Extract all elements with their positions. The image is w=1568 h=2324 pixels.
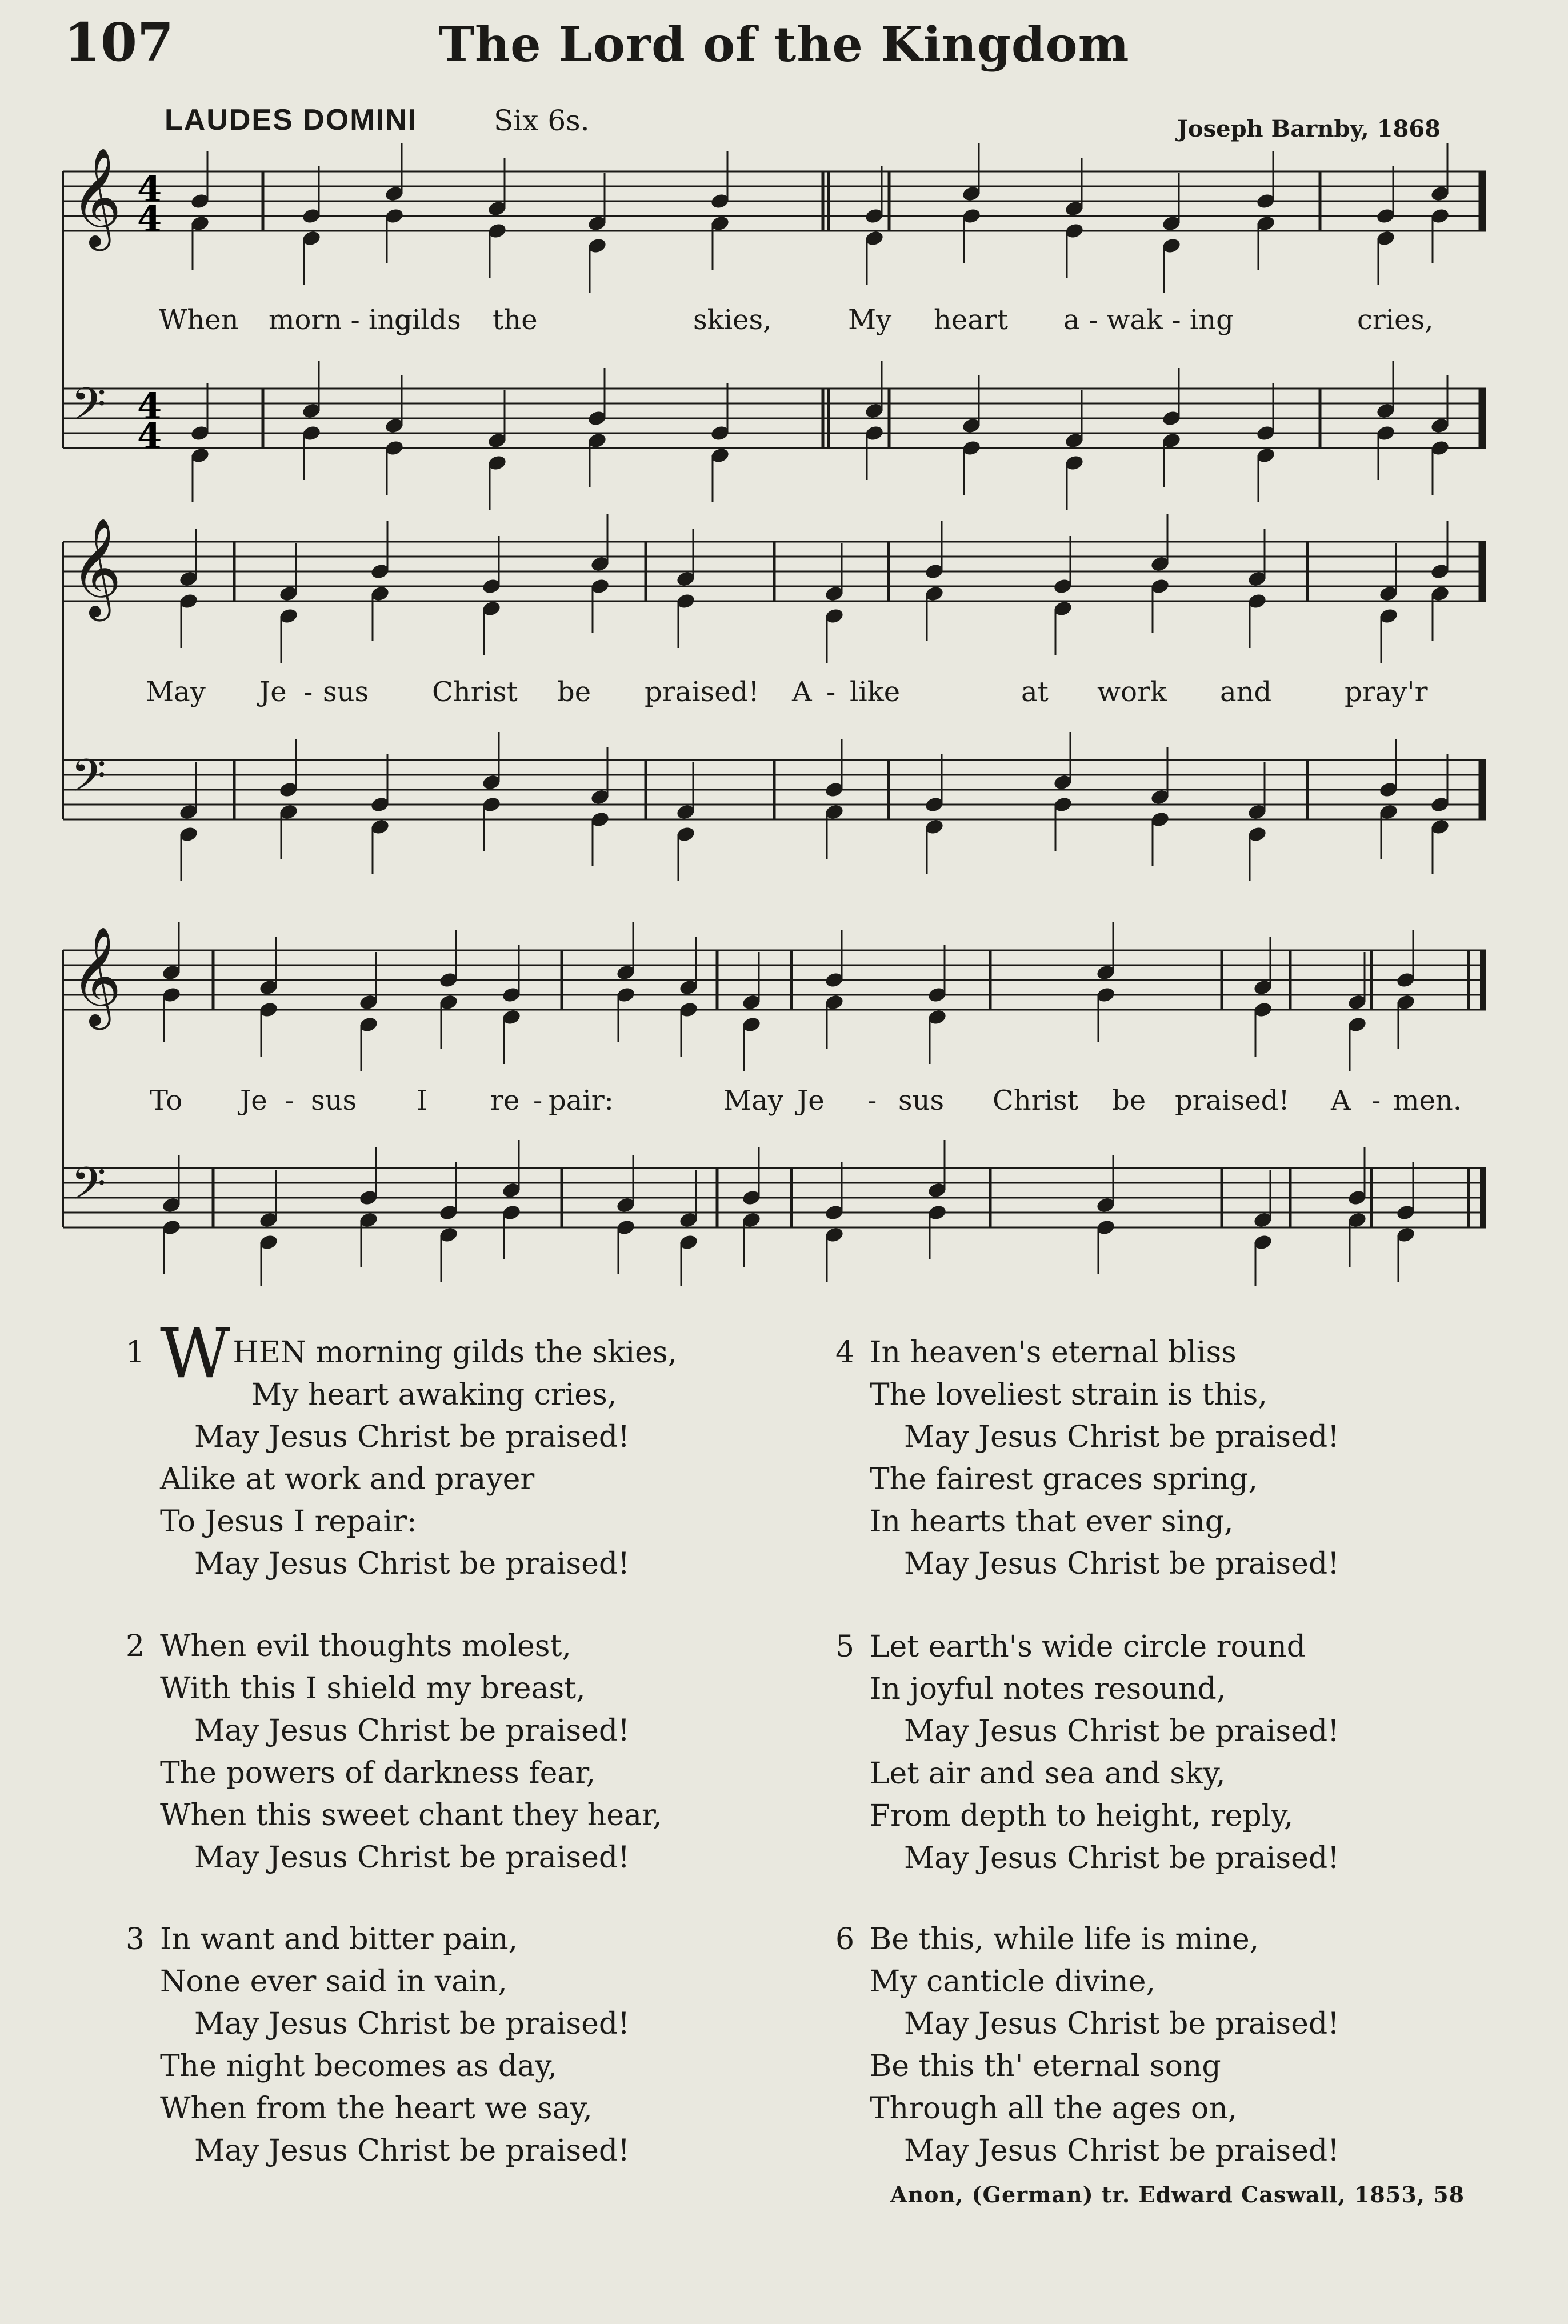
lyric-syllable: pray'r [1345,676,1428,708]
hymn-number: 107 [64,11,174,73]
lyric-syllable: men. [1393,1085,1462,1117]
treble-clef: 𝄞 [71,926,122,1026]
verse-line: May Jesus Christ be praised! [904,2007,1340,2041]
verse-line: Be this, while life is mine, [870,1922,1259,1957]
tune-name: LAUDES DOMINI [165,103,417,137]
verse-6 [835,1918,1340,2172]
verse-line: May Jesus Christ be praised! [194,2134,630,2168]
verse-line: With this I shield my breast, [160,1671,586,1706]
bass-clef: 𝄢 [71,1157,106,1221]
bass-clef: 𝄢 [71,378,106,442]
final-bar [1480,950,1486,1010]
verse-line: My canticle divine, [870,1965,1156,1999]
verse-line: May Jesus Christ be praised! [194,1420,630,1454]
lyric-syllable: - [303,676,313,708]
treble-clef: 𝄞 [71,147,122,247]
lyric-syllable: Je [259,676,287,708]
verse-3 [126,1918,630,2172]
lyric-syllable: Christ [432,676,518,708]
verse-line: May Jesus Christ be praised! [904,2134,1340,2168]
verse-line: May Jesus Christ be praised! [194,1841,630,1875]
lyric-syllable: sus [323,676,369,708]
lyric-syllable: morn - ing [269,304,413,336]
verse-line: My heart awaking cries, [251,1378,617,1412]
lyrics-system-3 [0,1085,1568,1119]
verse-line: Through all the ages on, [870,2091,1238,2126]
verse-number: 3 [126,1922,145,1957]
verse-line: Be this th' eternal song [870,2049,1221,2083]
verse-line: In hearts that ever sing, [870,1505,1234,1539]
verse-number: 2 [126,1629,145,1663]
lyric-syllable: sus [311,1085,357,1117]
verse-number: 6 [835,1922,855,1957]
lyric-syllable: I [417,1085,427,1117]
lyric-syllable: A [792,676,812,708]
final-bar [1480,171,1486,231]
meter: Six 6s. [494,104,590,137]
verse-line: In want and bitter pain, [160,1922,518,1957]
verse-line: None ever said in vain, [160,1965,507,1999]
lyric-syllable: Christ [993,1085,1078,1117]
lyric-syllable: - [826,676,836,708]
verse-line: May Jesus Christ be praised! [904,1547,1340,1581]
lyrics-system-1 [0,304,1568,338]
lyric-syllable: heart [934,304,1009,336]
lyric-syllable: Je [240,1085,267,1117]
lyric-syllable: A [1331,1085,1351,1117]
hymn-title: The Lord of the Kingdom [438,16,1130,73]
time-signature-bottom: 4 [137,198,162,239]
time-signature-top: 4 [137,385,162,427]
lyric-syllable: My [848,304,892,336]
lyric-syllable: - [1371,1085,1381,1117]
attribution: Anon, (German) tr. Edward Caswall, 1853, 58 [890,2182,1465,2207]
composer: Joseph Barnby, 1868 [1177,115,1441,142]
final-bar [1480,760,1486,819]
time-signature-bottom: 4 [137,415,162,457]
lyrics-system-2 [0,676,1568,710]
verse-number: 5 [835,1630,855,1664]
verse-line: When evil thoughts molest, [160,1629,571,1663]
lyric-syllable: May [723,1085,783,1117]
time-signature-top: 4 [137,168,162,210]
verse-line: HEN morning gilds the skies, [233,1335,678,1370]
verse-number: 1 [126,1335,145,1370]
final-bar [1480,542,1486,601]
treble-clef: 𝄞 [71,518,122,617]
lyric-syllable: When [159,304,239,336]
lyric-syllable: be [1112,1085,1146,1117]
lyric-syllable: gilds [394,304,461,336]
lyric-syllable: - [285,1085,294,1117]
verse-line: When this sweet chant they hear, [160,1798,662,1833]
drop-cap: W [160,1314,231,1394]
lyric-syllable: sus [898,1085,945,1117]
lyric-syllable: the [493,304,538,336]
lyric-syllable: praised! [645,676,759,708]
verse-number: 4 [835,1335,855,1370]
verse-line: May Jesus Christ be praised! [194,1547,630,1581]
lyric-syllable: work [1097,676,1167,708]
verse-line: To Jesus I repair: [160,1505,417,1539]
verse-line: May Jesus Christ be praised! [194,1714,630,1748]
bass-clef: 𝄢 [71,749,106,813]
lyric-syllable: - [533,1085,543,1117]
lyric-syllable: - [867,1085,877,1117]
verse-line: In joyful notes resound, [870,1672,1226,1706]
lyric-syllable: a - wak - ing [1063,304,1234,336]
lyric-syllable: cries, [1357,304,1434,336]
lyric-syllable: skies, [693,304,772,336]
lyric-syllable: May [146,676,206,708]
lyric-syllable: To [150,1085,183,1117]
verse-5 [835,1626,1340,1879]
verse-line: When from the heart we say, [160,2091,593,2126]
lyric-syllable: and [1220,676,1272,708]
verse-line: In heaven's eternal bliss [870,1335,1237,1370]
verse-2 [126,1625,662,1879]
lyric-syllable: like [850,676,901,708]
lyric-syllable: at [1021,676,1049,708]
verse-4 [835,1331,1340,1585]
verse-line: Let air and sea and sky, [870,1757,1226,1791]
verse-line: The fairest graces spring, [870,1462,1258,1497]
lyric-syllable: pair: [549,1085,614,1117]
verse-line: May Jesus Christ be praised! [904,1714,1340,1749]
final-bar [1480,389,1486,448]
verse-1 [126,1314,678,1585]
lyric-syllable: Je [797,1085,825,1117]
verse-line: May Jesus Christ be praised! [194,2007,630,2041]
verse-line: May Jesus Christ be praised! [904,1841,1340,1875]
final-bar [1480,1168,1486,1227]
verse-line: Let earth's wide circle round [870,1630,1306,1664]
lyric-syllable: re [490,1085,520,1117]
verse-line: May Jesus Christ be praised! [904,1420,1340,1454]
verse-line: The loveliest strain is this, [870,1378,1267,1412]
verse-line: The night becomes as day, [160,2049,558,2083]
verse-line: From depth to height, reply, [870,1799,1294,1833]
lyric-syllable: be [557,676,591,708]
verse-line: The powers of darkness fear, [160,1756,596,1790]
verse-line: Alike at work and prayer [160,1462,535,1497]
lyric-syllable: praised! [1175,1085,1290,1117]
